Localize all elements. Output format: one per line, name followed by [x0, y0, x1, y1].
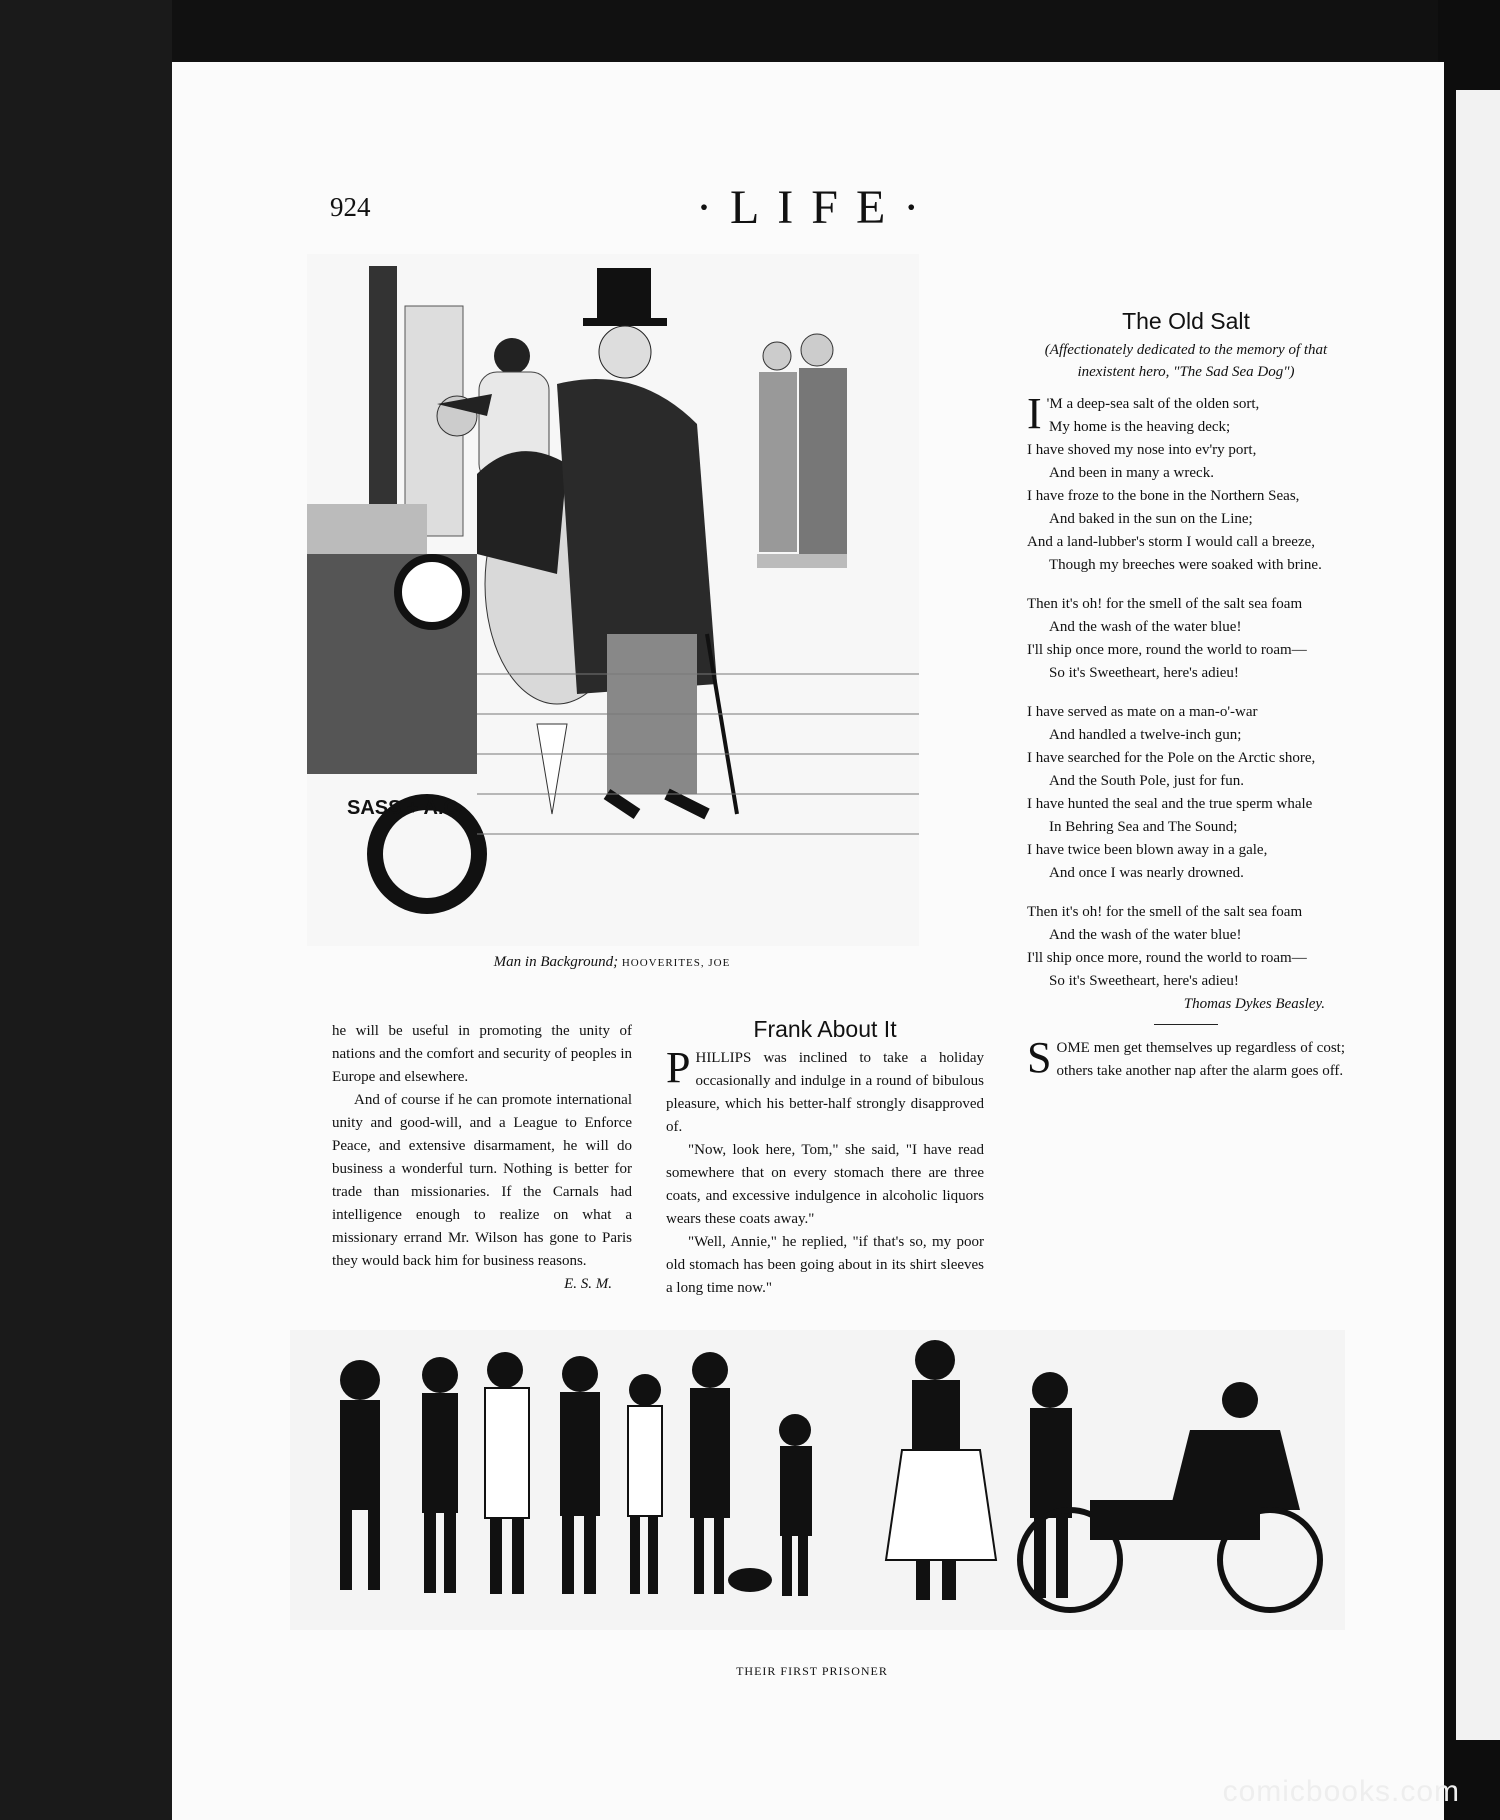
old-salt-column — [1027, 310, 1345, 1083]
poem-line: I'll ship once more, round the world to roam— — [1027, 950, 1307, 966]
poem-author: Thomas Dykes Beasley. — [1183, 996, 1325, 1012]
frank-about-it-column — [666, 1018, 984, 1300]
paragraph: And of course if he can promote international unity and good-will, and a League to Enforce Peace, and extensive disarmament, he will do business a wonderful turn. Nothing is better for trade than missionaries. If the Carnals had intelligence enough to realize on what a missionary errand Mr. Wilson has gone to Paris they would back him for business reasons. — [332, 1092, 632, 1269]
editorial-column — [332, 1020, 632, 1296]
poem-line: So it's Sweetheart, here's adieu! — [1049, 665, 1239, 681]
poem-line: I have twice been blown away in a gale, — [1027, 842, 1268, 858]
poem-line: I have served as mate on a man-o'-war — [1027, 704, 1258, 720]
poem-line: I have shoved my nose into ev'ry port, — [1027, 442, 1257, 458]
caption-caps: HOOVERITES, JOE — [621, 957, 731, 969]
poem-line: In Behring Sea and The Sound; — [1049, 819, 1238, 835]
scan-border-left — [0, 0, 172, 1820]
poem-line: And handled a twelve-inch gun; — [1049, 727, 1242, 743]
masthead: ·LIFE· — [696, 181, 938, 234]
poem-chorus — [1027, 901, 1345, 993]
watermark: comicbooks.com — [1222, 1775, 1460, 1808]
poem-line: 'M a deep-sea salt of the olden sort, — [1046, 396, 1260, 412]
poem-line: I have froze to the bone in the Northern Seas, — [1027, 488, 1300, 504]
poem-line: Though my breeches were soaked with brine. — [1049, 557, 1322, 573]
paragraph: PHILLIPS was inclined to take a holiday occasionally and indulge in a round of bibulous pleasure, which his better-half strongly disapproved of. — [666, 1043, 984, 1135]
magazine-page — [172, 62, 1444, 1820]
poem-line: And been in many a wreck. — [1049, 465, 1214, 481]
poem-dedication: (Affectionately dedicated to the memory of that inexistent hero, "The Sad Sea Dog") — [1044, 342, 1328, 380]
illustration-signature: SASS + A.C. — [347, 797, 464, 819]
page-number: 924 — [330, 192, 371, 222]
poem-line: And the South Pole, just for fun. — [1049, 773, 1244, 789]
article-title: Frank About It — [753, 1016, 897, 1042]
paragraph: "Now, look here, Tom," she said, "I have read somewhere that on every stomach there are three coats, and excessive indulgence in alcoholic liquors wears these coats away." — [666, 1142, 984, 1227]
silhouette-parade-illustration — [290, 1330, 1345, 1630]
poem-line: I have searched for the Pole on the Arctic shore, — [1027, 750, 1316, 766]
bottom-illustration-caption: THEIR FIRST PRISONER — [736, 1664, 888, 1678]
top-illustration-caption — [332, 954, 892, 971]
poem-line: So it's Sweetheart, here's adieu! — [1049, 973, 1239, 989]
poem-chorus — [1027, 593, 1345, 685]
editorial-signature: E. S. M. — [564, 1276, 612, 1292]
drop-cap: S — [1027, 1033, 1052, 1082]
section-rule — [1154, 1024, 1218, 1025]
poem-stanza — [1027, 701, 1345, 885]
paragraph: he will be useful in promoting the unity of nations and the comfort and security of peoples in Europe and elsewhere. — [332, 1023, 632, 1085]
next-page-edge — [1456, 90, 1500, 1740]
poem-line: And the wash of the water blue! — [1049, 619, 1242, 635]
poem-stanza — [1027, 389, 1345, 577]
poem-line: And baked in the sun on the Line; — [1049, 511, 1253, 527]
poem-line: Then it's oh! for the smell of the salt sea foam — [1027, 596, 1303, 612]
drop-cap: I — [1027, 389, 1042, 438]
poem-line: My home is the heaving deck; — [1049, 419, 1231, 435]
drop-cap: P — [666, 1043, 691, 1092]
squib-paragraph: SOME men get themselves up regardless of cost; others take another nap after the alarm goes off. — [1027, 1033, 1345, 1082]
paragraph: "Well, Annie," he replied, "if that's so, my poor old stomach has been going about in its shirt sleeves a long time now." — [666, 1234, 984, 1296]
poem-line: I have hunted the seal and the true sperm whale — [1027, 796, 1313, 812]
poem-title: The Old Salt — [1122, 308, 1250, 334]
street-scene-illustration — [307, 254, 919, 946]
poem-line: And once I was nearly drowned. — [1049, 865, 1244, 881]
poem-line: I'll ship once more, round the world to roam— — [1027, 642, 1307, 658]
poem-line: And the wash of the water blue! — [1049, 927, 1242, 943]
poem-line: And a land-lubber's storm I would call a breeze, — [1027, 534, 1316, 550]
poem-line: Then it's oh! for the smell of the salt sea foam — [1027, 904, 1303, 920]
caption-italic: Man in Background; — [493, 954, 619, 970]
